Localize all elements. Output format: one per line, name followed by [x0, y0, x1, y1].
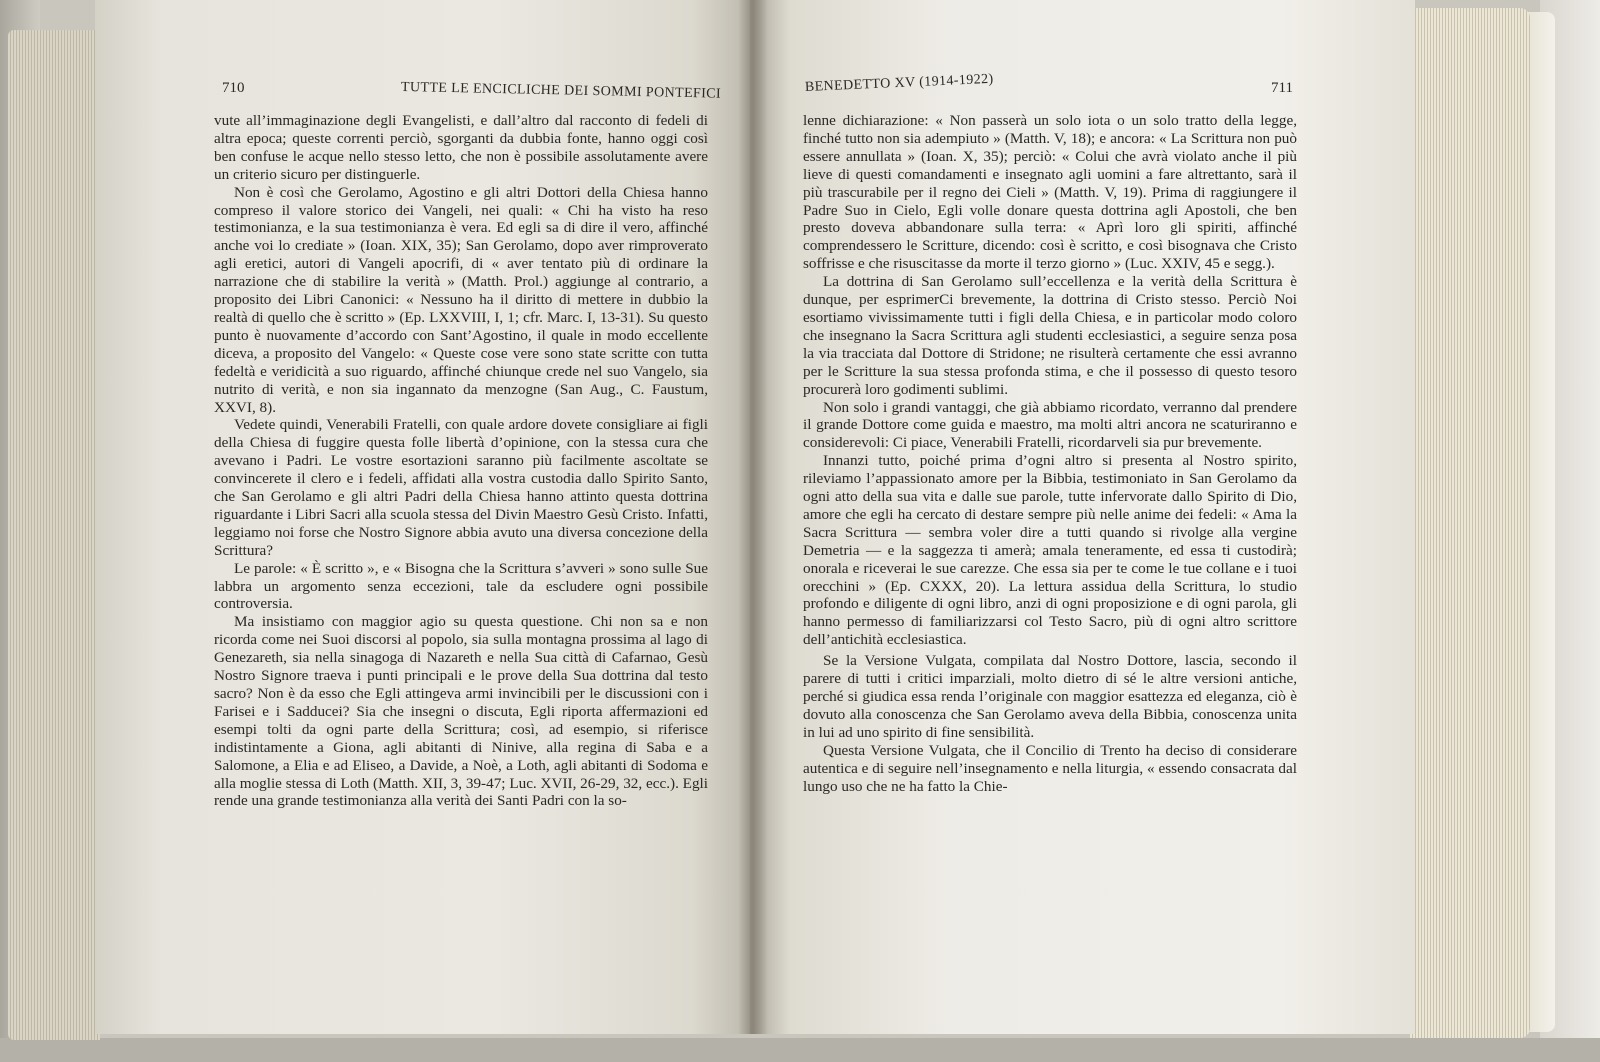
right-page-number: 711 [1271, 80, 1293, 96]
right-page-edges [1410, 8, 1530, 1038]
paragraph: Innanzi tutto, poiché prima d’ogni altro si presenta al Nostro spirito, rileviamo l’appassionato amore per la Bibbia, testimoniato in San Gerolamo da ogni atto della sua vita e dalle sue parole, tutte infervorate dallo Spirito di Dio, amore che egli ha cercato di destare sempre più nelle anime dei fedeli: « Ama la Sacra Scrittura — sembra voler dire a tutti quando si rivolge alla vergine Demetria — e la saggezza ti amerà; amala teneramente, ed essa ti custodirà; onorala e riceverai le sue carezze. Che essa sia per te come le tue collane e i tuoi orecchini » (Ep. CXXX, 20). La lettura assidua della Scrittura, lo studio profondo e diligente di ogni libro, anzi di ogni proposizione e di ogni parola, gli hanno permesso di familiarizzarsi col Testo Sacro, più di ogni altro scrittore dell’antichità ecclesiastica. [803, 452, 1297, 649]
paragraph: Vedete quindi, Venerabili Fratelli, con quale ardore dovete consigliare ai figli della Chiesa di fuggire questa folle libertà d’opinione, con la stessa cura che avevano i Padri. Le vostre esortazioni saranno più facilmente ascoltate se convincerete il clero e i fedeli, affidati alla vostra custodia dallo Spirito Santo, che San Gerolamo e gli altri Padri della Chiesa hanno attinto questa dottrina riguardante i Libri Sacri alla scuola stessa del Divin Maestro Gesù Cristo. Infatti, leggiamo noi forse che Nostro Signore abbia avuto una diversa concezione della Scrittura? [214, 416, 708, 559]
paragraph: lenne dichiarazione: « Non passerà un solo iota o un solo tratto della legge, finché tutto non sia adempiuto » (Matth. V, 18); e ancora: « La Scrittura non può essere annullata » (Ioan. X, 35); perciò: « Colui che avrà violato anche il più lieve di questi comandamenti e insegnato agli uomini a fare altrettanto, sarà il più trascurabile per il regno dei Cieli » (Matth. V, 19). Prima di raggiungere il Padre Suo in Cielo, Egli volle donare questa dottrina agli Apostoli, che ben presto doveva abbandonare sulla terra: « Aprì loro gli spiriti, affinché comprendessero le Scritture, dicendo: così è scritto, e così bisognava che Cristo soffrisse e che risuscitasse da morte il terzo giorno » (Luc. XXIV, 45 e segg.). [803, 112, 1297, 273]
paragraph: Ma insistiamo con maggior agio su questa questione. Chi non sa e non ricorda come nei Suoi discorsi al popolo, sia sulla montagna prossima al lago di Genezareth, sia nella sinagoga di Nazareth e nella Sua città di Cafarnao, Gesù Nostro Signore traeva i punti principali e le prove della Sua dottrina dal testo sacro? Non è da esso che Egli attingeva armi invincibili per le discussioni con i Farisei e i Sadducei? Sia che insegni o discuta, Egli riporta affermazioni ed esempi tolti da ogni parte della Scrittura; così, ad esempio, si riferisce indistintamente a Giona, agli abitanti di Ninive, alla regina di Saba e a Salomone, a Elia e ad Eliseo, a Davide, a Noè, a Loth, agli abitanti di Sodoma e alla moglie stessa di Loth (Matth. XII, 3, 39-47; Luc. XVII, 26-29, 32, ecc.). Egli rende una grande testimonianza alla verità dei Santi Padri con la so- [214, 613, 708, 810]
paragraph: Se la Versione Vulgata, compilata dal Nostro Dottore, lascia, secondo il parere di tutti i critici imparziali, molto dietro di sé le altre versioni antiche, perché si giudica essa renda l’originale con maggior esattezza ed eleganza, ciò è dovuto alla conoscenza che San Gerolamo aveva della Bibbia, conoscenza unita in lui ad uno spirito di fine sensibilità. [803, 652, 1297, 741]
book-gutter [738, 0, 768, 1034]
left-page-number: 710 [222, 80, 245, 96]
left-page-body [214, 112, 708, 810]
paragraph: Non solo i grandi vantaggi, che già abbiamo ricordato, verranno dal prendere il grande Dottore come guida e maestro, ma molti altri ancora ne scaturiranno e considerevoli: Ci piace, Venerabili Fratelli, ricordarveli sia pur brevemente. [803, 398, 1297, 452]
left-page-edges [8, 30, 100, 1040]
paragraph: vute all’immaginazione degli Evangelisti, e dall’altro dal racconto di fedeli di altra epoca; queste correnti perciò, sgorganti da dubbia fonte, hanno oggi così ben confuse le acque nello stesso letto, che non è possibile assolutamente avere un criterio sicuro per distinguerle. [214, 112, 708, 183]
paragraph: Questa Versione Vulgata, che il Concilio di Trento ha deciso di considerare autentica e di seguire nell’insegnamento e nella liturgia, « essendo consacrata dal lungo uso che ne ha fatto la Chie- [803, 741, 1297, 795]
table-surface-bottom [0, 1038, 1600, 1062]
right-running-head: BENEDETTO XV (1914-1922) [804, 71, 994, 95]
paragraph: Non è così che Gerolamo, Agostino e gli altri Dottori della Chiesa hanno compreso il valore storico dei Vangeli, nei quali: « Chi ha visto ha reso testimonianza, e la sua testimonianza è vera. Ed egli sa di dire il vero, affinché anche voi lo crediate » (Ioan. XIX, 35); San Gerolamo, dopo aver rimproverato agli eretici, autori di Vangeli apocrifi, di « aver tentato più di ordinare la narrazione che di stabilire la verità » (Matth. Prol.) aggiunge al contrario, a proposito dei Libri Canonici: « Nessuno ha il diritto di mettere in dubbio la realtà di quello che è scritto » (Ep. LXXVIII, I, 1; cfr. Marc. I, 13-31). Su questo punto è nuovamente d’accordo con Sant’Agostino, il quale in modo eccellente diceva, a proposito del Vangelo: « Queste cose vere sono state scritte con tutta fedeltà e veridicità a suo riguardo, affinché chiunque crede nel suo Vangelo, sia nutrito di verità, e non sia ingannato da menzogne (San Aug., C. Faustum, XXVI, 8). [214, 183, 708, 416]
paragraph: Le parole: « È scritto », e « Bisogna che la Scrittura s’avveri » sono sulle Sue labbra un argomento senza eccezioni, tale da escludere ogni possibile controversia. [214, 559, 708, 613]
right-page-body [803, 112, 1297, 795]
paragraph: La dottrina di San Gerolamo sull’eccellenza e la verità della Scrittura è dunque, per esprimerCi brevemente, la dottrina di Cristo stesso. Perciò Noi esortiamo vivissimamente tutti i figli della Chiesa, e in particolar modo coloro che insegnano la Sacra Scrittura agli studenti ecclesiastici, a seguire senza posa la via tracciata dal Dottore di Stridone; ne risulterà certamente che essi avranno per le Scritture la sua stessa profonda stima, e che il possesso di questo tesoro procurerà loro godimenti sublimi. [803, 273, 1297, 398]
left-running-head: TUTTE LE ENCICLICHE DEI SOMMI PONTEFICI [400, 80, 722, 102]
